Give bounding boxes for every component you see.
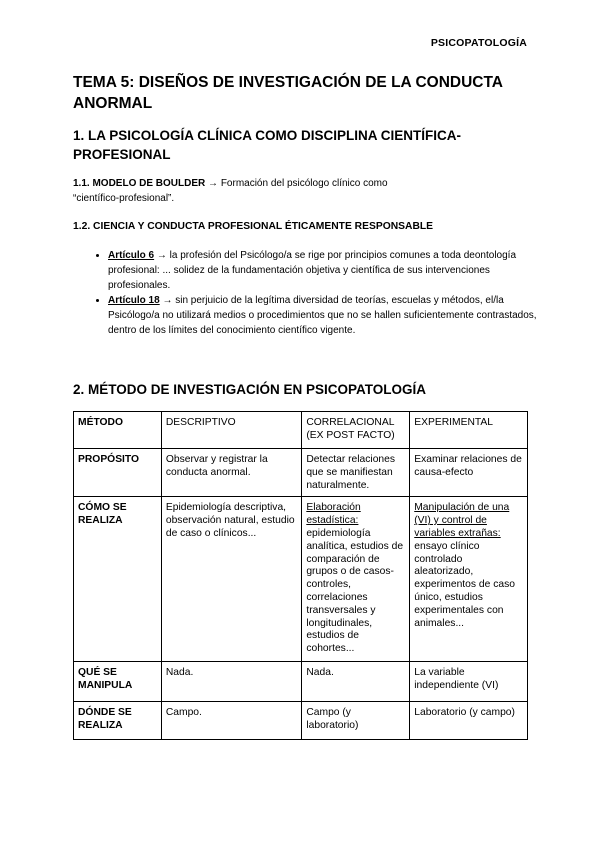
table-cell: Examinar relaciones de causa-efecto xyxy=(410,449,528,497)
list-item xyxy=(108,293,548,338)
row-label-como-se-realiza: CÓMO SE REALIZA xyxy=(74,497,162,662)
column-header-method: MÉTODO xyxy=(74,412,162,449)
table-cell: Epidemiología descriptiva, observación natural, estudio de caso o clínicos... xyxy=(161,497,301,662)
article-6-label: Artículo 6 xyxy=(108,250,155,261)
table-row xyxy=(74,662,528,702)
table-header-row xyxy=(74,412,528,449)
section-1-heading: 1. LA PSICOLOGÍA CLÍNICA COMO DISCIPLINA CIENTÍFICA-PROFESIONAL xyxy=(73,128,461,162)
column-header-correlational: CORRELACIONAL (EX POST FACTO) xyxy=(302,412,410,449)
table-cell: Laboratorio (y campo) xyxy=(410,702,528,740)
table-cell xyxy=(410,497,528,662)
boulder-model-paragraph xyxy=(73,176,433,206)
list-item xyxy=(108,248,548,293)
column-header-experimental: EXPERIMENTAL xyxy=(410,412,528,449)
articles-list xyxy=(90,248,548,338)
table-cell: Nada. xyxy=(161,662,301,702)
table-cell: Nada. xyxy=(302,662,410,702)
table-cell: La variable independiente (VI) xyxy=(410,662,528,702)
underlined-lead: Elaboración estadística: xyxy=(306,502,361,527)
article-6-text: → la profesión del Psicólogo/a se rige por principios comunes a toda deontología profesional: ... solidez de la fundamentación objetiva y científica de sus intervenciones profesionales. xyxy=(108,250,517,291)
table-cell: Campo (y laboratorio) xyxy=(302,702,410,740)
methods-table xyxy=(73,411,528,740)
boulder-model-text: Formación del psicólogo clínico como “científico-profesional”. xyxy=(73,178,388,204)
page-header-label: PSICOPATOLOGÍA xyxy=(430,37,527,49)
document-title: TEMA 5: DISEÑOS DE INVESTIGACIÓN DE LA CONDUCTA ANORMAL xyxy=(73,74,503,112)
table-cell xyxy=(302,497,410,662)
table-row xyxy=(74,702,528,740)
row-label-que-se-manipula: QUÉ SE MANIPULA xyxy=(74,662,162,702)
article-18-label: Artículo 18 xyxy=(108,295,160,306)
cell-text: ensayo clínico controlado aleatorizado, experimentos de caso único, estudios experimentales con animales... xyxy=(414,540,515,629)
table-cell: Campo. xyxy=(161,702,301,740)
arrow: → xyxy=(205,178,221,189)
section-1-2-heading: 1.2. CIENCIA Y CONDUCTA PROFESIONAL ÉTICAMENTE RESPONSABLE xyxy=(73,221,434,232)
row-label-donde-se-realiza: DÓNDE SE REALIZA xyxy=(74,702,162,740)
column-header-descriptive: DESCRIPTIVO xyxy=(161,412,301,449)
boulder-model-label: 1.1. MODELO DE BOULDER xyxy=(73,178,206,189)
underlined-lead: Manipulación de una (VI) y control de variables extrañas: xyxy=(414,502,510,539)
table-row xyxy=(74,497,528,662)
cell-text: epidemiología analítica, estudios de comparación de grupos o de casos-controles, correlaciones transversales y longitudinales, estudios de cohortes... xyxy=(306,527,404,655)
section-2-heading: 2. MÉTODO DE INVESTIGACIÓN EN PSICOPATOLOGÍA xyxy=(73,382,427,397)
article-18-text: → sin perjuicio de la legítima diversidad de teorías, escuelas y métodos, el/la Psicólogo/a no utilizará medios o procedimientos que no se hallen suficientemente contrastados, dentro de los límites del conocimiento científico vigente. xyxy=(108,295,537,336)
table-cell: Observar y registrar la conducta anormal. xyxy=(161,449,301,497)
table-row xyxy=(74,449,528,497)
table-cell: Detectar relaciones que se manifiestan naturalmente. xyxy=(302,449,410,497)
row-label-proposito: PROPÓSITO xyxy=(74,449,162,497)
